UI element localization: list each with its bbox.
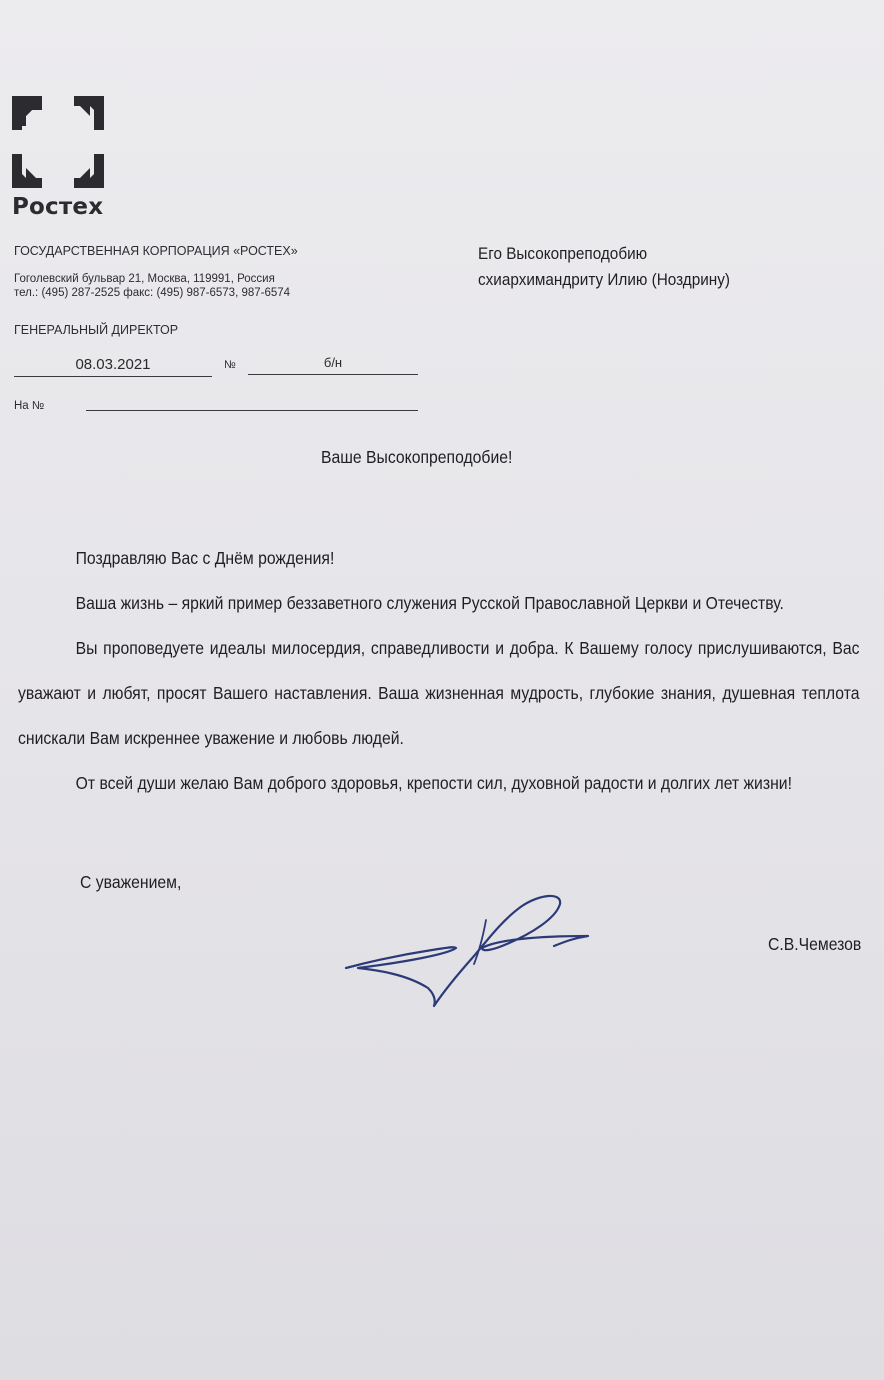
- organization-name: ГОСУДАРСТВЕННАЯ КОРПОРАЦИЯ «РОСТЕХ»: [14, 244, 298, 258]
- recipient-line-2: схиархимандриту Илию (Ноздрину): [478, 270, 730, 289]
- letter-number: б/н: [248, 352, 418, 375]
- salutation: Ваше Высокопреподобие!: [320, 447, 513, 467]
- organization-contacts: [14, 272, 290, 300]
- position-title: ГЕНЕРАЛЬНЫЙ ДИРЕКТОР: [14, 323, 179, 337]
- number-label: №: [224, 359, 236, 371]
- phone-line: тел.: (495) 287-2525 факс: (495) 987-6573, 987-6574: [14, 287, 291, 299]
- recipient-line-1: Его Высокопреподобию: [478, 244, 648, 263]
- paragraph: Вы проповедуете идеалы милосердия, справедливости и добра. К Вашему голосу прислушиваются, Вас уважают и любят, просят Вашего наставления. Ваша жизненная мудрость, глубокие знания, душевная теплота снискали Вам искреннее уважение и любовь людей.: [18, 638, 860, 748]
- rostec-logo-icon: [12, 96, 104, 188]
- reference-label: На №: [14, 400, 45, 412]
- handwritten-signature: [336, 890, 600, 1016]
- signer-name: С.В.Чемезов: [768, 934, 862, 954]
- reference-field: [86, 396, 418, 411]
- address-line: Гоголевский бульвар 21, Москва, 119991, Россия: [14, 273, 275, 285]
- letter-body: [18, 536, 860, 806]
- paragraph: От всей души желаю Вам доброго здоровья, крепости сил, духовной радости и долгих лет жизни!: [75, 773, 792, 793]
- closing: С уважением,: [80, 872, 182, 892]
- paragraph: Поздравляю Вас с Днём рождения!: [75, 548, 335, 568]
- recipient-block: [478, 241, 730, 293]
- letter-date: 08.03.2021: [14, 354, 212, 377]
- paragraph: Ваша жизнь – яркий пример беззаветного служения Русской Православной Церкви и Отечеству.: [75, 593, 784, 613]
- brand-name: Ростех: [12, 194, 104, 220]
